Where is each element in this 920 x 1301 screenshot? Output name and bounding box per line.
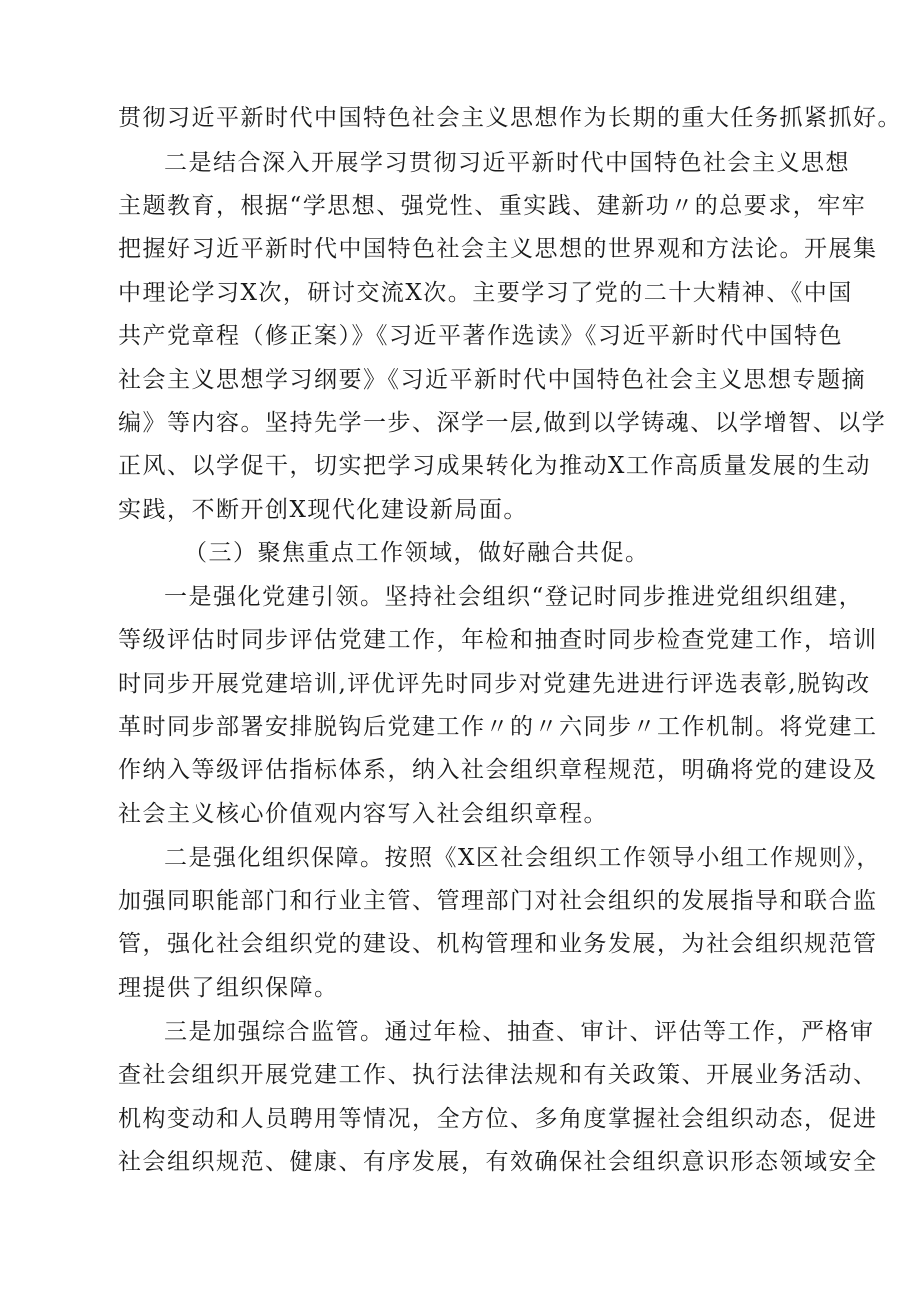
text-line: 管，强化社会组织党的建设、机构管理和业务发展，为社会组织规范管: [118, 931, 878, 957]
paragraph-first-line: 三是加强综合监管。通过年检、抽查、审计、评估等工作，严格审: [164, 1019, 875, 1045]
text-line: 作纳入等级评估指标体系，纳入社会组织章程规范，明确将党的建设及: [118, 757, 878, 783]
text-line: 中理论学习X次，研讨交流X次。主要学习了党的二十大精神、《中国: [118, 280, 853, 306]
paragraph-first-line: 二是强化组织保障。按照《X区社会组织工作领导小组工作规则》，: [164, 845, 881, 871]
section-heading: （三）聚焦重点工作领域，做好融合共促。: [184, 540, 650, 566]
text-line: 革时同步部署安排脱钩后党建工作〃的〃六同步〃工作机制。将党建工: [118, 714, 878, 740]
text-line: 社会组织规范、健康、有序发展，有效确保社会组织意识形态领域安全: [118, 1149, 878, 1175]
text-line: 共产党章程（修正案）》《习近平著作选读》《习近平新时代中国特色: [118, 323, 843, 349]
paragraph-first-line: 一是强化党建引领。坚持社会组织“登记时同步推进党组织组建，: [164, 584, 864, 610]
text-line: 理提供了组织保障。: [118, 975, 339, 1001]
text-line: 把握好习近平新时代中国特色社会主义思想的世界观和方法论。开展集: [118, 236, 878, 262]
text-line: 机构变动和人员聘用等情况，全方位、多角度掌握社会组织动态，促进: [118, 1106, 878, 1132]
text-line: 加强同职能部门和行业主管、管理部门对社会组织的发展指导和联合监: [118, 888, 878, 914]
text-line: 社会主义核心价值观内容写入社会组织章程。: [118, 801, 608, 827]
text-line: 时同步开展党建培训,评优评先时同步对党建先进进行评选表彰,脱钩改: [118, 671, 871, 697]
text-line: 贯彻习近平新时代中国特色社会主义思想作为长期的重大任务抓紧抓好。: [118, 105, 902, 131]
text-line: 社会主义思想学习纲要》《习近平新时代中国特色社会主义思想专题摘: [118, 367, 866, 393]
text-line: 正风、以学促干，切实把学习成果转化为推动X工作高质量发展的生动: [118, 453, 871, 479]
text-line: 等级评估时同步评估党建工作，年检和抽查时同步检查党建工作，培训: [118, 627, 878, 653]
text-line: 主题教育，根据“学思想、强党性、重实践、建新功〃的总要求，牢牢: [118, 193, 867, 219]
paragraph-first-line: 二是结合深入开展学习贯彻习近平新时代中国特色社会主义思想: [164, 150, 850, 176]
text-line: 查社会组织开展党建工作、执行法律法规和有关政策、开展业务活动、: [118, 1062, 878, 1088]
text-line: 实践，不断开创X现代化建设新局面。: [118, 497, 528, 523]
text-line: 编》等内容。坚持先学一步、深学一层,做到以学铸魂、以学增智、以学: [118, 410, 887, 436]
